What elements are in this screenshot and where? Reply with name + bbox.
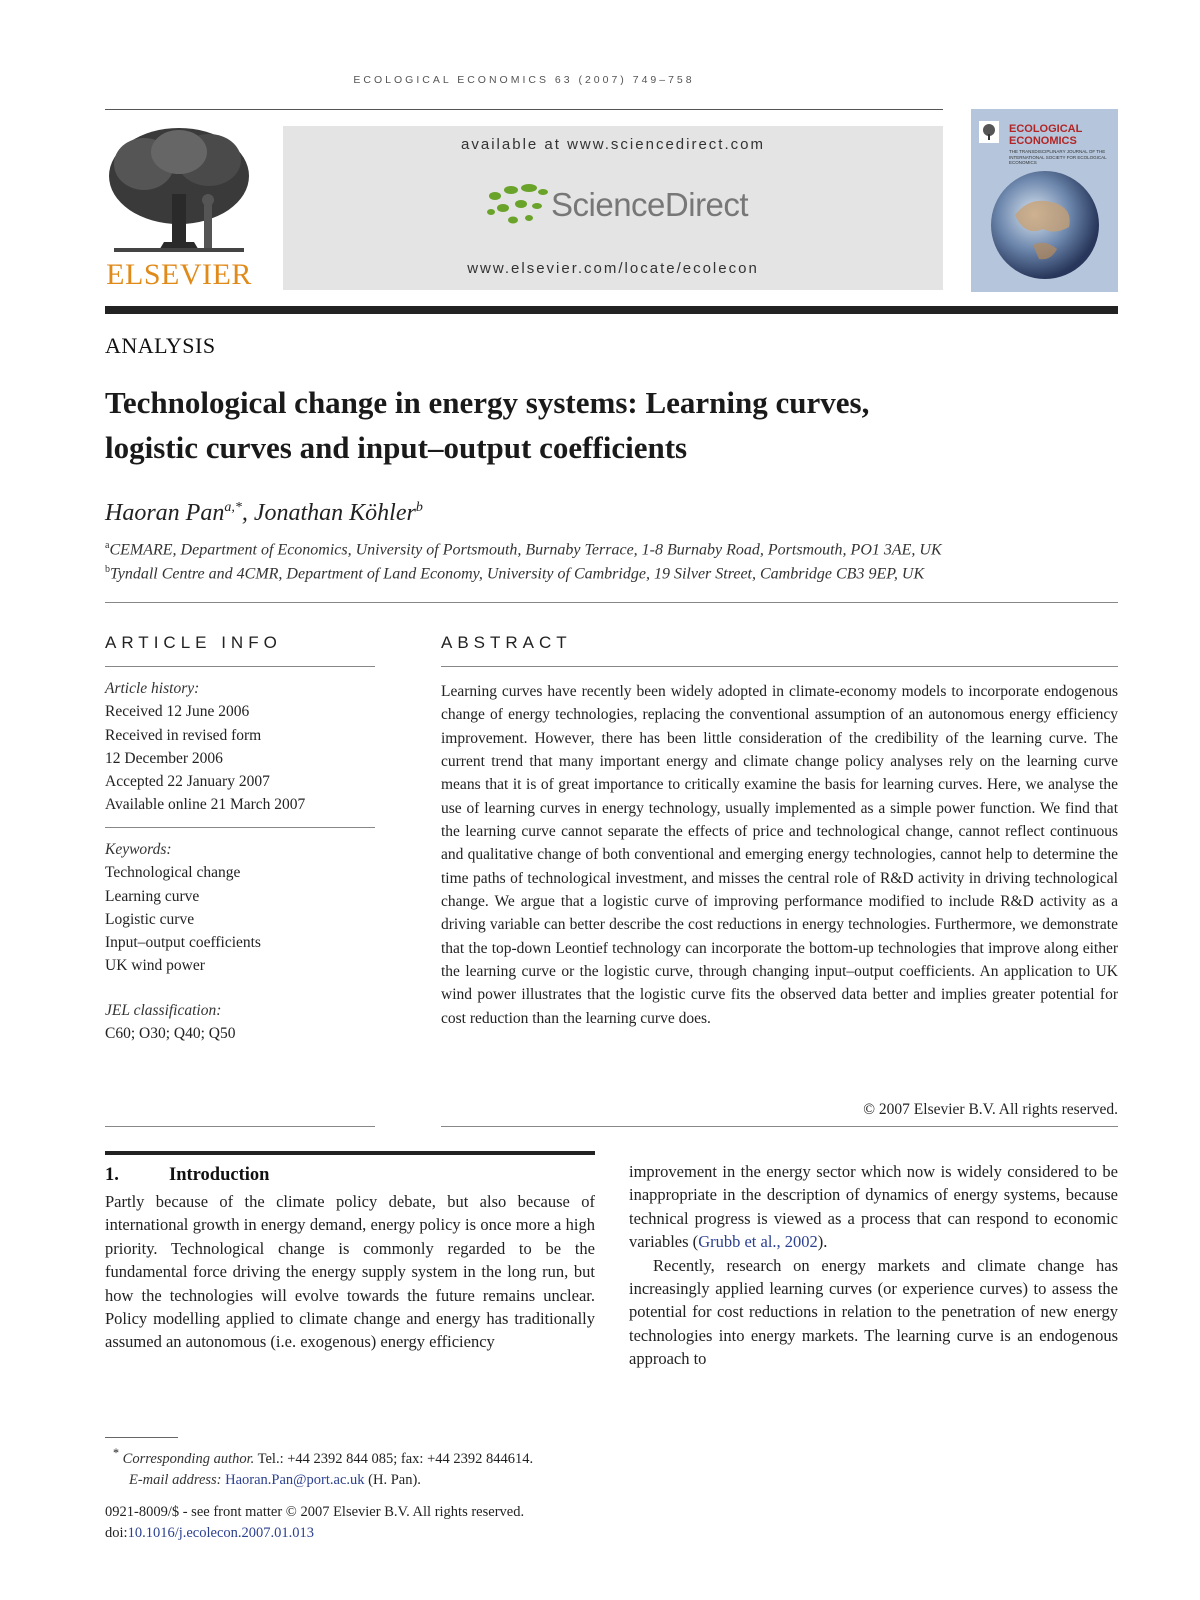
masthead-rule (105, 306, 1118, 314)
journal-url[interactable]: www.elsevier.com/locate/ecolecon (467, 260, 759, 277)
doi-link[interactable]: 10.1016/j.ecolecon.2007.01.013 (127, 1525, 315, 1541)
section-heading (105, 1165, 269, 1186)
doi-prefix: doi: (105, 1525, 128, 1541)
cover-title-line: ECONOMICS (1009, 135, 1077, 147)
tree-icon (104, 124, 254, 256)
jel-label: JEL classification: (105, 1002, 222, 1019)
doi-line (105, 1523, 524, 1544)
cover-title (1009, 123, 1082, 147)
keyword-item: Logistic curve (105, 910, 195, 928)
footnote-line (105, 1443, 533, 1470)
citation-link[interactable]: Grubb et al., 2002 (698, 1232, 818, 1252)
article-title-line: logistic curves and input–output coefficients (105, 430, 688, 465)
issn-line: 0921-8009/$ - see front matter © 2007 Elsevier B.V. All rights reserved. (105, 1504, 525, 1520)
abstract-copyright: © 2007 Elsevier B.V. All rights reserved. (863, 1101, 1118, 1118)
article-title-line: Technological change in energy systems: Learning curves, (105, 385, 870, 420)
journal-cover (971, 109, 1118, 292)
sciencedirect-logo (483, 182, 749, 232)
intro-right-column (629, 1160, 1118, 1371)
affiliation-mark: b (105, 564, 110, 575)
footnote-mark: * (113, 1446, 120, 1460)
history-item: Received in revised form (105, 726, 262, 744)
affiliation-b (105, 564, 924, 583)
history-item: Accepted 22 January 2007 (105, 773, 270, 791)
footnote (105, 1443, 533, 1491)
history-item: 12 December 2006 (105, 749, 223, 767)
abstract-text: Learning curves have recently been widely adopted in climate-economy models to incorporate endogenous change of energy technologies, replacing the conventional assumption of an autonomous energy efficiency improvement. However, there has been little consideration of the credibility of the learning curve. The current trend that many important energy and climate change policy analyses rely on the learning curve means that it is of great importance to critically examine the basis for learning curves. Here, we analyse the use of learning curves in energy technology, usually implemented as a simple power function. We find that the learning curve cannot separate the effects of price and technological change, cannot reflect continuous and qualitative change of both conventional and emerging energy technologies, cannot help to determine the time paths of technological investment, and misses the central role of R&D activity in driving technological change. We argue that a logistic curve of improving performance modified to include R&D activity as a driving variable can better describe the cost reductions in energy technologies. Furthermore, we demonstrate that the top-down Leontief technology can incorporate the bottom-up technologies that improve along either the learning curve or the logistic curve, through changing input–output coefficients. An application to UK wind power illustrates that the logistic curve fits the observed data better and implies greater potential for cost reduction than the learning curve does. (441, 683, 1118, 1027)
abstract-rule (441, 666, 1118, 667)
footnote-contact: Tel.: +44 2392 844 085; fax: +44 2392 844614. (254, 1450, 534, 1467)
footnote-rule (105, 1437, 178, 1438)
keywords (105, 838, 375, 978)
intro-left-column: Partly because of the climate policy debate, but also because of international growth in energy demand, energy policy is once more a high priority. Technological change is commonly regarded to be the fundamental force driving the energy supply system in the long run, but how the technologies will evolve towards the future remains unclear. Policy modelling applied to climate change and energy has traditionally assumed an autonomous (i.e. exogenous) energy efficiency (105, 1192, 595, 1352)
keywords-rule (105, 827, 375, 828)
header-divider (105, 602, 1118, 603)
jel-codes: C60; O30; Q40; Q50 (105, 1025, 236, 1043)
affiliation-a (105, 540, 942, 559)
paragraph-text: ). (817, 1232, 828, 1252)
section-number: 1. (105, 1165, 119, 1185)
article-history (105, 677, 375, 817)
article-info-bottom-rule (105, 1126, 375, 1127)
keyword-item: Input–output coefficients (105, 934, 261, 952)
keywords-label: Keywords: (105, 841, 172, 858)
top-rule (105, 109, 943, 110)
author-list (105, 500, 423, 527)
cover-subtitle: THE TRANSDISCIPLINARY JOURNAL OF THE INTERNATIONAL SOCIETY FOR ECOLOGICAL ECONOMICS (1009, 149, 1107, 165)
footnote-label: Corresponding author. (122, 1450, 255, 1467)
abstract-bottom-rule (441, 1126, 1118, 1127)
keyword-item: UK wind power (105, 957, 205, 975)
cover-title-line: ECOLOGICAL (1009, 123, 1083, 135)
running-head: ECOLOGICAL ECONOMICS 63 (2007) 749–758 (353, 74, 695, 86)
elsevier-mini-logo-icon (979, 121, 999, 143)
footnote-line (105, 1470, 533, 1491)
abstract-heading: ABSTRACT (441, 633, 572, 652)
author-affiliation-mark[interactable]: b (415, 500, 423, 515)
author-affiliation-mark[interactable]: a,* (224, 500, 242, 515)
affiliation-text: Tyndall Centre and 4CMR, Department of Land Economy, University of Cambridge, 19 Silver Street, Cambridge CB3 9EP, UK (110, 565, 925, 583)
publisher-name: ELSEVIER (106, 258, 252, 291)
affiliation-mark: a (105, 540, 110, 551)
jel-classification (105, 999, 375, 1046)
affiliation-text: CEMARE, Department of Economics, University of Portsmouth, Burnaby Terrace, 1-8 Burnaby Road, Portsmouth, PO1 3AE, UK (109, 541, 942, 559)
section-label: ANALYSIS (105, 333, 216, 358)
keyword-item: Learning curve (105, 887, 200, 905)
author-name[interactable]: Jonathan Köhler (253, 500, 416, 526)
sciencedirect-wordmark: ScienceDirect (551, 186, 749, 223)
author-name[interactable]: Haoran Pan (105, 500, 225, 526)
paragraph: Recently, research on energy markets and climate change has increasingly applied learning curves (or experience curves) to assess the potential for cost reductions in relation to the penetration of new energy technologies into energy markets. The learning curve is an endogenous approach to (629, 1255, 1118, 1369)
article-history-label: Article history: (105, 680, 200, 697)
section-title: Introduction (169, 1165, 270, 1185)
author-separator: , (241, 500, 254, 526)
front-matter (105, 1502, 524, 1544)
article-info-rule (105, 666, 375, 667)
article-info-heading: ARTICLE INFO (105, 633, 282, 652)
banner-availability[interactable]: available at www.sciencedirect.com (461, 136, 765, 153)
email-label: E-mail address: (129, 1471, 222, 1488)
history-item: Available online 21 March 2007 (105, 796, 306, 814)
keyword-item: Technological change (105, 864, 241, 882)
email-link[interactable]: Haoran.Pan@port.ac.uk (225, 1471, 365, 1488)
intro-rule (105, 1151, 595, 1155)
history-item: Received 12 June 2006 (105, 703, 250, 721)
elsevier-logo (104, 124, 254, 292)
sciencedirect-dots-icon (483, 182, 551, 230)
paragraph (629, 1160, 1118, 1254)
paragraph-text: improvement in the energy sector which now is widely considered to be inappropriate in the description of dynamics of energy systems, because technical progress is viewed as a process that can respond to economic variables ( (629, 1162, 1118, 1252)
globe-icon (985, 165, 1105, 285)
footnote-author: (H. Pan). (364, 1471, 421, 1488)
sciencedirect-banner (283, 126, 943, 290)
article-title (105, 380, 1105, 470)
